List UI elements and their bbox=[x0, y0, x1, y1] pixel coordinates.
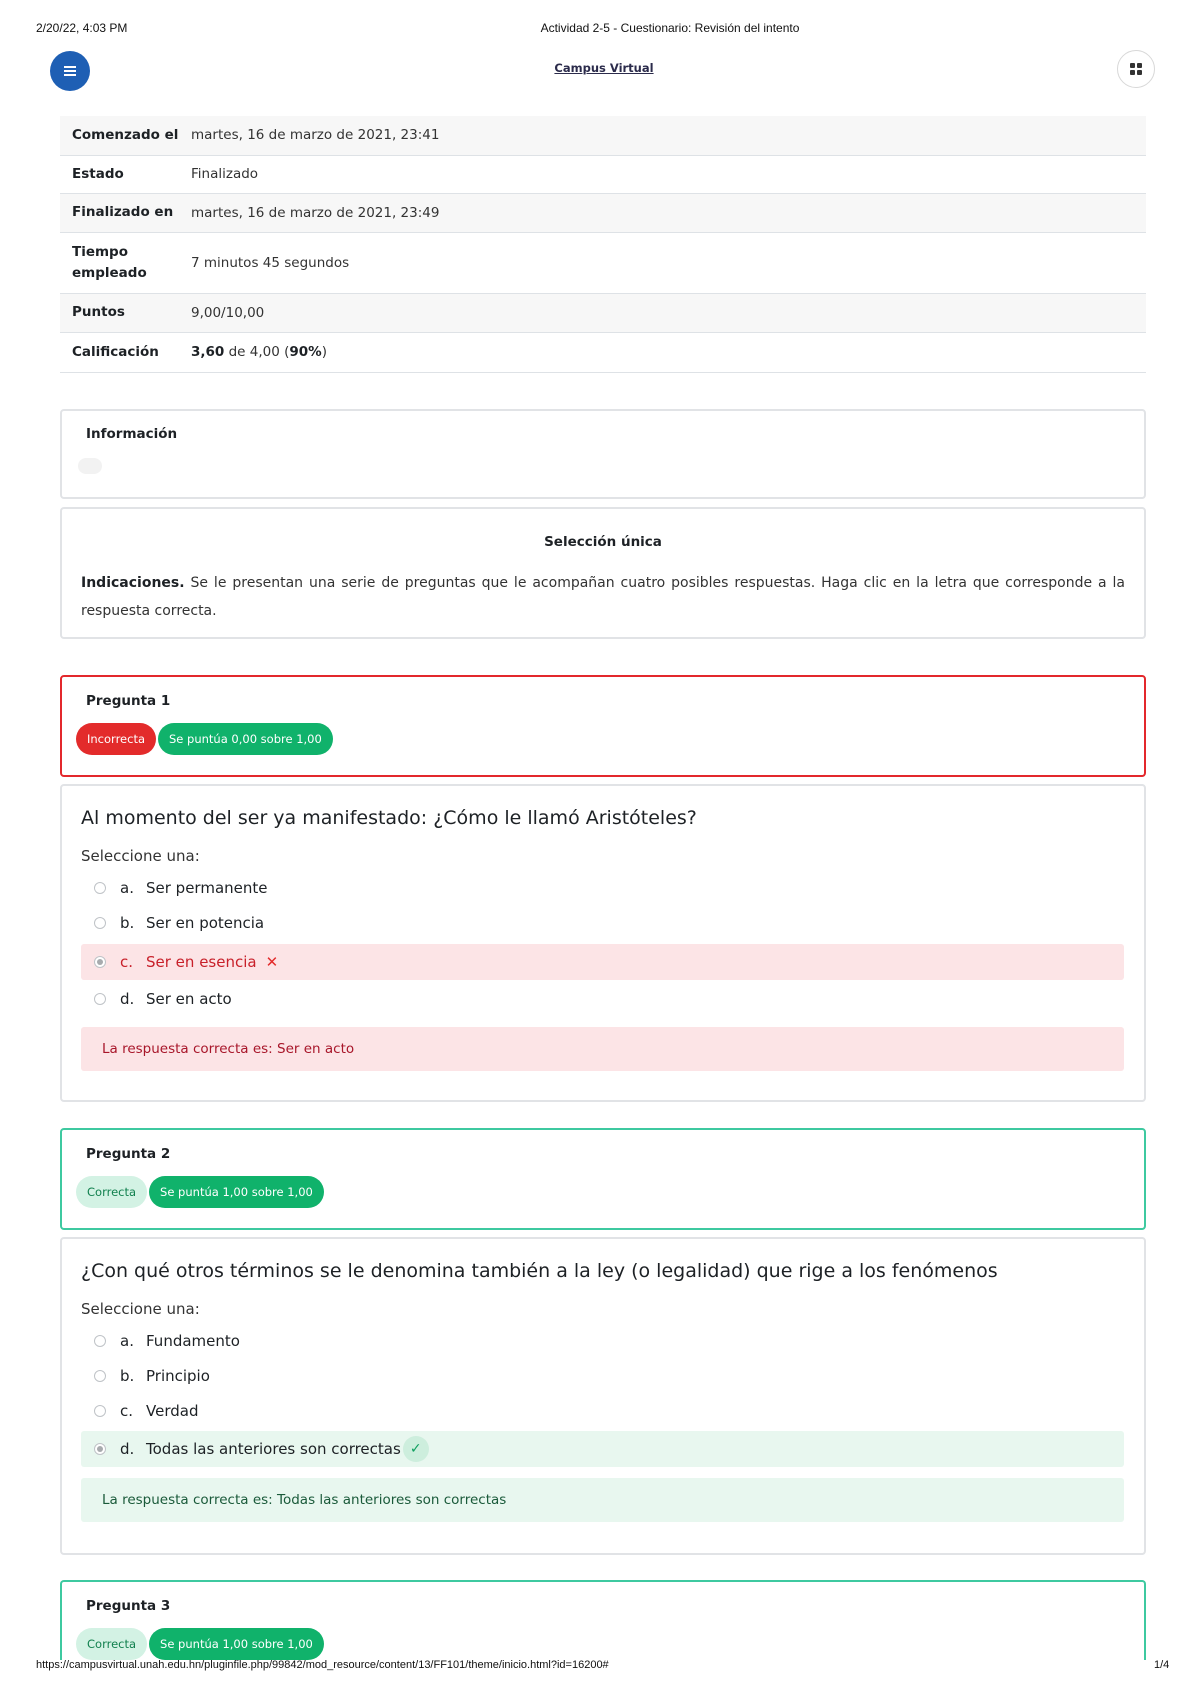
question-1-body bbox=[60, 784, 1146, 1102]
answer-option-a[interactable] bbox=[81, 1323, 1124, 1359]
grade-value bbox=[191, 332, 1146, 372]
answer-option-d-selected[interactable] bbox=[81, 1431, 1124, 1467]
question-number: Pregunta 3 bbox=[86, 1598, 171, 1614]
radio-button-checked[interactable] bbox=[94, 956, 106, 968]
summary-label-text: Tiempo empleado bbox=[72, 243, 147, 281]
option-text: Ser en acto bbox=[146, 990, 232, 1008]
summary-row bbox=[60, 293, 1146, 332]
information-title: Información bbox=[86, 426, 178, 442]
option-text: Fundamento bbox=[146, 1332, 240, 1350]
radio-button[interactable] bbox=[94, 882, 106, 894]
option-letter: a. bbox=[120, 879, 134, 897]
summary-row bbox=[60, 116, 1146, 155]
grade-close: ) bbox=[321, 344, 327, 360]
answer-option-a[interactable] bbox=[81, 870, 1124, 906]
summary-value: martes, 16 de marzo de 2021, 23:41 bbox=[191, 127, 440, 144]
instructions-block bbox=[60, 507, 1146, 639]
radio-button-checked[interactable] bbox=[94, 1443, 106, 1455]
grade-badge: Se puntúa 1,00 sobre 1,00 bbox=[149, 1176, 324, 1208]
question-3-header bbox=[60, 1580, 1146, 1660]
instructions-body: Se le presentan una serie de preguntas que le acompañan cuatro posibles respuestas. Haga clic en la letra que corresponde a la respuesta correcta. bbox=[81, 575, 1125, 619]
option-text: Ser en potencia bbox=[146, 914, 265, 932]
grade-score: 3,60 bbox=[191, 344, 225, 360]
answer-option-b[interactable] bbox=[81, 905, 1124, 941]
answer-option-c[interactable] bbox=[81, 1393, 1124, 1429]
question-2-body bbox=[60, 1237, 1146, 1555]
instructions-lead: Indicaciones. bbox=[81, 575, 185, 591]
radio-button[interactable] bbox=[94, 993, 106, 1005]
summary-value: Finalizado bbox=[191, 166, 259, 182]
summary-label bbox=[60, 232, 191, 293]
option-letter: c. bbox=[120, 1402, 134, 1420]
question-text: Al momento del ser ya manifestado: ¿Cómo le llamó Aristóteles? bbox=[81, 807, 697, 829]
summary-row bbox=[60, 232, 1146, 293]
grid-icon bbox=[1130, 63, 1142, 75]
summary-label: Estado bbox=[72, 165, 124, 182]
grade-percent: 90% bbox=[289, 344, 322, 360]
summary-label: Finalizado en bbox=[72, 204, 174, 220]
option-text: Ser permanente bbox=[146, 879, 268, 897]
option-text: Todas las anteriores son correctas bbox=[146, 1440, 401, 1458]
radio-button[interactable] bbox=[94, 1335, 106, 1347]
attempt-summary-table bbox=[60, 116, 1146, 373]
option-letter: b. bbox=[120, 1367, 135, 1385]
site-name-link[interactable]: Campus Virtual bbox=[554, 61, 654, 75]
print-date: 2/20/22, 4:03 PM bbox=[36, 21, 128, 35]
summary-label: Puntos bbox=[72, 304, 125, 320]
answer-option-d[interactable] bbox=[81, 981, 1124, 1017]
summary-row bbox=[60, 193, 1146, 232]
question-badges bbox=[76, 1176, 324, 1208]
grade-badge: Se puntúa 0,00 sobre 1,00 bbox=[158, 723, 333, 755]
question-2-header bbox=[60, 1128, 1146, 1230]
print-header bbox=[0, 18, 1200, 38]
state-badge-incorrect: Incorrecta bbox=[76, 723, 156, 755]
summary-value: 7 minutos 45 segundos bbox=[191, 254, 350, 271]
print-title: Actividad 2-5 - Cuestionario: Revisión del intento bbox=[540, 21, 800, 35]
question-number: Pregunta 2 bbox=[86, 1146, 171, 1162]
option-text: Verdad bbox=[146, 1402, 199, 1420]
question-1-header bbox=[60, 675, 1146, 777]
grade-of: de 4,00 ( bbox=[224, 344, 290, 360]
summary-label: Comenzado el bbox=[72, 126, 179, 143]
option-letter: b. bbox=[120, 914, 135, 932]
summary-row bbox=[60, 155, 1146, 193]
question-text: ¿Con qué otros términos se le denomina también a la ley (o legalidad) que rige a los fenómenos bbox=[81, 1260, 998, 1282]
radio-button[interactable] bbox=[94, 1405, 106, 1417]
instructions-title: Selección única bbox=[544, 534, 662, 550]
question-number: Pregunta 1 bbox=[86, 693, 171, 709]
answer-option-c-selected[interactable] bbox=[81, 944, 1124, 980]
information-block bbox=[60, 409, 1146, 499]
instructions-text bbox=[81, 569, 1125, 625]
option-letter: d. bbox=[120, 1440, 135, 1458]
radio-button[interactable] bbox=[94, 917, 106, 929]
question-badges bbox=[76, 723, 333, 755]
option-text: Ser en esencia bbox=[146, 953, 257, 971]
print-url: https://campusvirtual.unah.edu.hn/pluginfile.php/99842/mod_resource/content/13/FF101/theme/inicio.html?id=16200# bbox=[36, 1659, 609, 1671]
summary-row-grade bbox=[60, 332, 1146, 372]
page-number: 1/4 bbox=[1154, 1659, 1170, 1671]
option-letter: d. bbox=[120, 990, 135, 1008]
grade-badge: Se puntúa 1,00 sobre 1,00 bbox=[149, 1628, 324, 1660]
option-text: Principio bbox=[146, 1367, 210, 1385]
select-one-label: Seleccione una: bbox=[81, 1300, 200, 1318]
correct-answer-feedback: La respuesta correcta es: Todas las anteriores son correctas bbox=[81, 1478, 1124, 1522]
option-letter: c. bbox=[120, 953, 134, 971]
state-badge-correct: Correcta bbox=[76, 1628, 147, 1660]
summary-label: Calificación bbox=[72, 343, 159, 360]
blocks-drawer-button[interactable] bbox=[1117, 50, 1155, 88]
summary-value: martes, 16 de marzo de 2021, 23:49 bbox=[191, 204, 440, 221]
answer-option-b[interactable] bbox=[81, 1358, 1124, 1394]
summary-value: 9,00/10,00 bbox=[191, 304, 265, 321]
correct-check-icon: ✓ bbox=[403, 1436, 429, 1462]
state-badge-correct: Correcta bbox=[76, 1176, 147, 1208]
incorrect-x-icon: ✕ bbox=[265, 953, 279, 971]
radio-button[interactable] bbox=[94, 1370, 106, 1382]
option-letter: a. bbox=[120, 1332, 134, 1350]
flag-placeholder bbox=[78, 458, 102, 474]
question-badges bbox=[76, 1628, 324, 1660]
select-one-label: Seleccione una: bbox=[81, 847, 200, 865]
correct-answer-feedback: La respuesta correcta es: Ser en acto bbox=[81, 1027, 1124, 1071]
